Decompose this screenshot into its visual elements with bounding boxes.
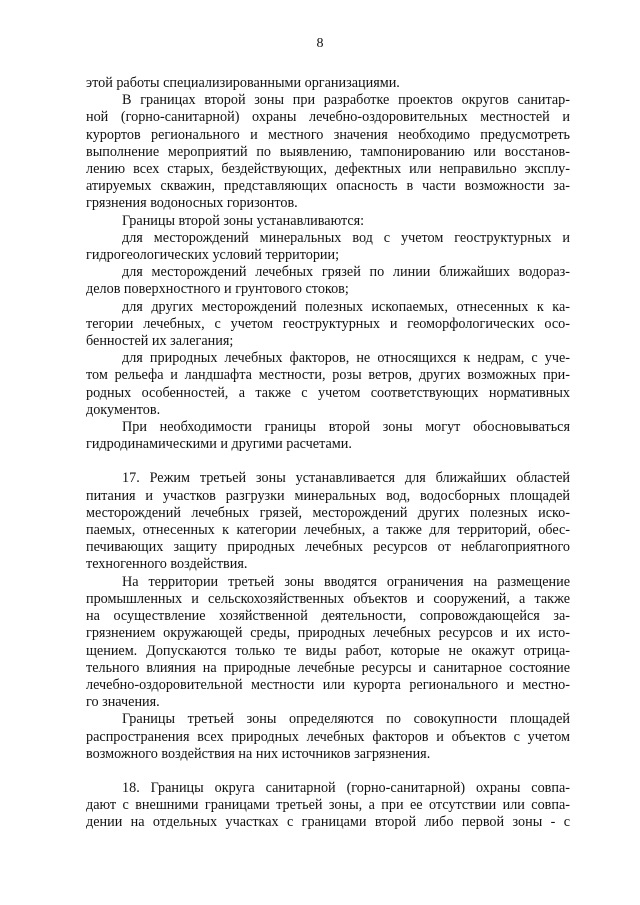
text-line: для месторождений минеральных вод с учетом геоструктурных и [122, 229, 570, 246]
text-line: щением. Допускаются только те виды работ, которые не окажут отрица- [86, 642, 570, 659]
text-line: документов. [86, 401, 161, 418]
text-line: На территории третьей зоны вводятся ограничения на размещение [122, 573, 570, 590]
text-line: 17. Режим третьей зоны устанавливается для ближайших областей [122, 470, 570, 487]
text-line: паемых, отнесенных к категории лечебных, а также для территорий, обес- [86, 522, 570, 539]
text-line: том рельефа и ландшафта местности, розы ветров, других возможных при- [86, 367, 570, 384]
text-line: делов поверхностного и грунтового стоков; [86, 281, 349, 298]
text-line: бенностей их залегания; [86, 333, 234, 350]
text-line: месторождений лечебных грязей, месторождений других полезных иско- [86, 504, 570, 521]
text-line: тегории лечебных, с учетом геоструктурных и геоморфологических осо- [86, 315, 570, 332]
text-line: Границы третьей зоны определяются по совокупности площадей [122, 711, 570, 728]
text-line: на осуществление хозяйственной деятельности, сопровождающейся за- [86, 608, 570, 625]
text-line: В границах второй зоны при разработке проектов округов санитар- [122, 92, 570, 109]
text-line: лечебно-оздоровительной местности или курорта регионального и местно- [86, 676, 570, 693]
text-line: дают с внешними границами третьей зоны, а при ее отсутствии или совпа- [86, 797, 570, 814]
text-line: для природных лечебных факторов, не относящихся к недрам, с уче- [122, 350, 570, 367]
text-line: лению всех старых, бездействующих, дефектных или неправильно эксплу- [86, 161, 570, 178]
text-line: грязнения водоносных горизонтов. [86, 195, 298, 212]
text-line: распространения всех природных лечебных факторов и объектов с учетом [86, 728, 570, 745]
text-line: дении на отдельных участках с границами второй либо первой зоны - с [86, 814, 570, 831]
text-line: питания и участков разгрузки минеральных вод, водосборных площадей [86, 487, 570, 504]
section-gap [86, 453, 570, 470]
text-line: гидродинамическими и другими расчетами. [86, 436, 352, 453]
text-line: грязнением окружающей среды, природных лечебных ресурсов и их исто- [86, 625, 570, 642]
text-line: техногенного воздействия. [86, 556, 248, 573]
text-line: При необходимости границы второй зоны могут обосновываться [122, 419, 570, 436]
text-line: родных особенностей, а также с учетом соответствующих нормативных [86, 384, 570, 401]
text-line: курортов регионального и местного значения необходимо предусмотреть [86, 126, 570, 143]
text-line: ной (горно-санитарной) охраны лечебно-оздоровительных местностей и [86, 109, 570, 126]
text-line: атируемых скважин, представляющих опасность в части возможности за- [86, 178, 570, 195]
text-line: гидрогеологических условий территории; [86, 247, 340, 264]
text-line: для других месторождений полезных ископаемых, отнесенных к ка- [122, 298, 570, 315]
section-gap [86, 763, 570, 780]
text-line: выполнение мероприятий по выявлению, тампонированию или восстанов- [86, 143, 570, 160]
text-line: Границы второй зоны устанавливаются: [122, 212, 365, 229]
text-line: этой работы специализированными организациями. [86, 75, 400, 91]
text-line: для месторождений лечебных грязей по линии ближайших водораз- [122, 264, 570, 281]
text-line: тельного влияния на природные лечебные ресурсы и санитарное состояние [86, 659, 570, 676]
document-body [86, 75, 570, 832]
page-number: 8 [316, 36, 324, 51]
text-line: промышленных и сельскохозяйственных объектов и сооружений, а также [86, 590, 570, 607]
text-line: 18. Границы округа санитарной (горно-санитарной) охраны совпа- [122, 779, 570, 796]
text-line: печивающих защиту природных лечебных ресурсов от неблагоприятного [86, 539, 570, 556]
text-line: возможного воздействия на них источников загрязнения. [86, 745, 431, 762]
text-line: го значения. [86, 694, 160, 711]
